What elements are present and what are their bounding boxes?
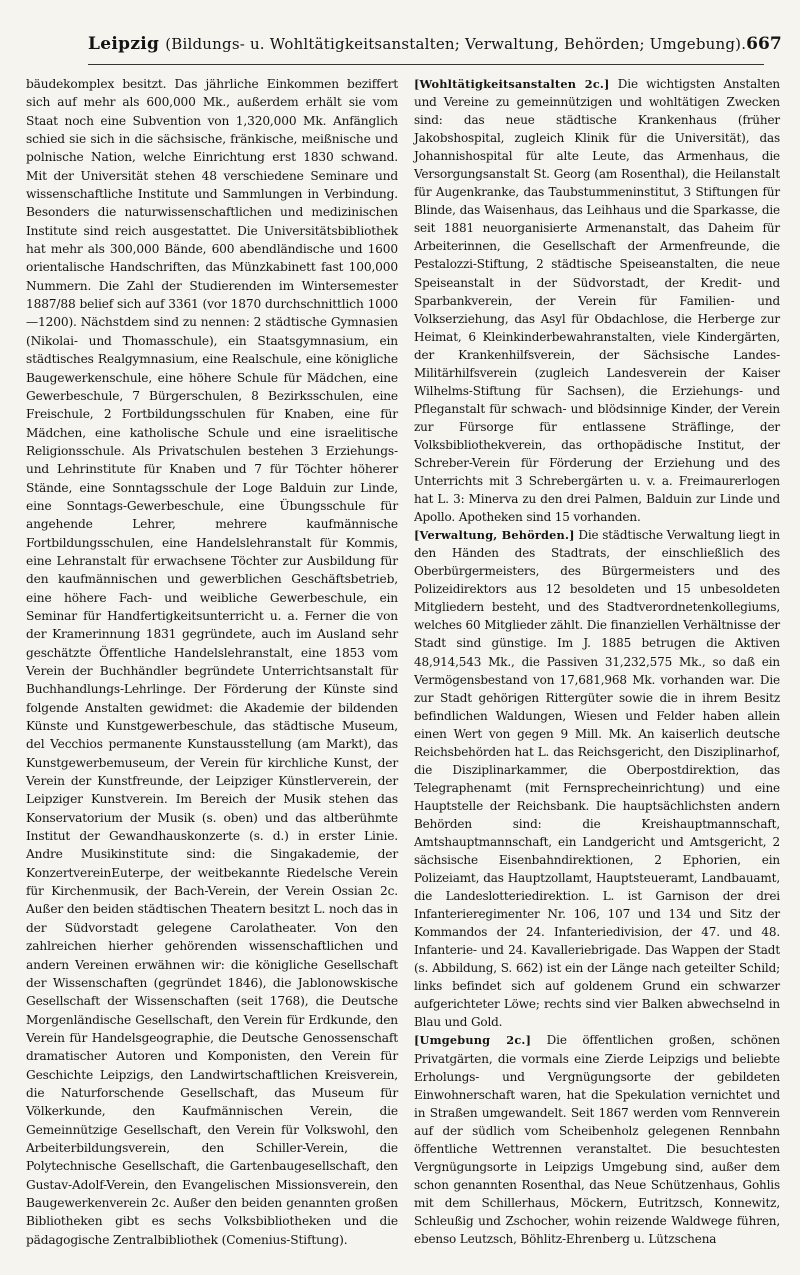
paragraph: bäudekomplex besitzt. Das jährliche Einkommen beziffert sich auf mehr als 600,000 Mk., außerdem erhält sie vom Staat noch eine Subvention von 1,320,000 Mk. Anfänglich schied sie sich in die sächsische, fränkische, meißnische und polnische Nation, welche Einrichtung erst 1830 schwand. Mit der Universität stehen 48 verschiedene Seminare und wissenschaftliche Institute und Sammlungen in Verbindung. Besonders die naturwissenschaftlichen und medizinischen Institute sind reich ausgestattet. Die Universitätsbibliothek hat mehr als 300,000 Bände, 600 abendländische und 1600 orientalische Handschriften, das Münzkabinett fast 100,000 Nummern. Die Zahl der Studierenden im Wintersemester 1887/88 belief sich auf 3361 (vor 1870 durchschnittlich 1000—1200). Nächstdem sind zu nennen: 2 städtische Gymnasien (Nikolai- und Thomasschule), ein Staatsgymnasium, ein städtisches Realgymnasium, eine Realschule, eine königliche Baugewerkenschule, eine höhere Schule für Mädchen, eine Gewerbeschule, 7 Bürgerschulen, 8 Bezirksschulen, eine Freischule, 2 Fortbildungsschulen für Knaben, eine für Mädchen, eine katholische Schule und eine israelitische Religionsschule. Als Privatschulen bestehen 3 Erziehungs- und Lehrinstitute für Knaben und 7 für Töchter höherer Stände, eine Sonntagsschule der Loge Balduin zur Linde, eine Sonntags-Gewerbeschule, eine Übungsschule für angehende Lehrer, mehrere kaufmännische Fortbildungsschulen, eine Handelslehranstalt für Kommis, eine Lehranstalt für erwachsene Töchter zur Ausbildung für den kaufmännischen und gewerblichen Geschäftsbetrieb, eine höhere Fach- und weibliche Gewerbeschule, ein Seminar für Handfertigkeitsunterricht u. a. Ferner die von der Kramerinnung 1831 gegründete, auch im Ausland sehr geschätzte Öffentliche Handelslehranstalt, eine 1853 vom Verein der Buchhändler begründete Unterrichtsanstalt für Buchhandlungs-Lehrlinge. Der Förderung der Künste sind folgende Anstalten gewidmet: die Akademie der bildenden Künste und Kunstgewerbeschule, das städtische Museum, del Vecchios permanente Kunstausstellung (am Markt), das Kunstgewerbemuseum, der Verein für kirchliche Kunst, der Verein der Kunstfreunde, der Leipziger Künstlerverein, der Leipziger Kunstverein. Im Bereich der Musik stehen das Konservatorium der Musik (s. oben) und das altberühmte Institut der Gewandhauskonzerte (s. d.) in erster Linie. Andre Musikinstitute sind: die Singakademie, der KonzertvereinEuterpe, der weitbekannte Riedelsche Verein für Kirchenmusik, der Bach-Verein, der Verein Ossian 2c. Außer den beiden städtischen Theatern besitzt L. noch das in der Südvorstadt gelegene Carolatheater. Von den zahlreichen hierher gehörenden wissenschaftlichen und andern Vereinen erwähnen wir: die königliche Gesellschaft der Wissenschaften (gegründet 1846), die Jablonowskische Gesellschaft der Wissenschaften (seit 1768), die Deutsche Morgenländische Gesellschaft, den Verein für Erdkunde, den Verein für Handelsgeographie, die Deutsche Genossenschaft dramatischer Autoren und Komponisten, den Verein für Geschichte Leipzigs, den Landwirtschaftlichen Kreisverein, die Naturforschende Gesellschaft, das Museum für Völkerkunde, den Kaufmännischen Verein, die Gemeinnützige Gesellschaft, den Verein für Volkswohl, den Arbeiterbildungsverein, den Schiller-Verein, die Polytechnische Gesellschaft, die Gartenbaugesellschaft, den Gustav-Adolf-Verein, den Evangelischen Missionsverein, den Baugewerkenverein 2c. Außer den beiden genannten großen Bibliotheken gibt es sechs Volksbibliotheken und die pädagogische Zentralbibliothek (Comenius-Stiftung). (26, 77, 398, 1247)
paragraph-wohltaetigkeit (414, 75, 780, 526)
running-header (88, 34, 782, 65)
right-column (414, 75, 780, 1261)
page-subtitle: (Bildungs- u. Wohltätigkeitsanstalten; Verwaltung, Behörden; Umgebung). (165, 35, 747, 53)
paragraph-umgebung (414, 1031, 780, 1248)
page-title: Leipzig (88, 34, 160, 54)
section-tag: [Umgebung 2c.] (414, 1033, 532, 1048)
section-tag: [Verwaltung, Behörden.] (414, 528, 575, 543)
paragraph-verwaltung (414, 526, 780, 1031)
left-column (26, 75, 398, 1261)
page-number: 667 (746, 34, 782, 54)
section-tag: [Wohltätigkeitsanstalten 2c.] (414, 77, 610, 91)
paragraph-text: Die öffentlichen großen, schönen Privatgärten, die vormals eine Zierde Leipzigs und beliebte Erholungs- und Vergnügungsorte der gebildeten Einwohnerschaft waren, hat die Spekulation vernichtet und in Straßen umgewandelt. Seit 1867 werden vom Rennverein auf der südlich vom Scheibenholz gelegenen Rennbahn öffentliche Wettrennen veranstaltet. Die besuchtesten Vergnügungsorte in Leipzigs Umgebung sind, außer dem schon genannten Rosenthal, das Neue Schützenhaus, Gohlis mit dem Schillerhaus, Möckern, Eutritzsch, Konnewitz, Schleußig und Zschocher, wohin reizende Waldwege führen, ebenso Leutzsch, Böhlitz-Ehrenberg u. Lützschena (414, 1033, 780, 1246)
paragraph-text: Die städtische Verwaltung liegt in den Händen des Stadtrats, der einschließlich des Oberbürgermeisters, des Bürgermeisters und des Polizeidirektors aus 12 besoldeten und 15 unbesoldeten Mitgliedern besteht, und des Stadtverordnetenkollegiums, welches 60 Mitglieder zählt. Die finanziellen Verhältnisse der Stadt sind günstige. Im J. 1885 betrugen die Aktiven 48,914,543 Mk., die Passiven 31,232,575 Mk., so daß ein Vermögensbestand von 17,681,968 Mk. vorhanden war. Die zur Stadt gehörigen Rittergüter sowie die in ihrem Besitz befindlichen Waldungen, Wiesen und Felder haben allein einen Wert von gegen 9 Mill. Mk. An kaiserlich deutsche Reichsbehörden hat L. das Reichsgericht, den Disziplinarhof, die Disziplinarkammer, die Oberpostdirektion, das Telegraphenamt (mit Fernsprecheinrichtung) und eine Hauptstelle der Reichsbank. Die hauptsächlichsten andern Behörden sind: die Kreishauptmannschaft, Amtshauptmannschaft, ein Landgericht und Amtsgericht, 2 sächsische Eisenbahndirektionen, 2 Ephorien, ein Polizeiamt, das Hauptzollamt, Hauptsteueramt, Landbauamt, die Landeslotteriedirektion. L. ist Garnison der drei Infanterieregimenter Nr. 106, 107 und 134 und Sitz der Kommandos der 24. Infanteriedivision, der 47. und 48. Infanterie- und 24. Kavalleriebrigade. Das Wappen der Stadt (s. Abbildung, S. 662) ist ein der Länge nach geteilter Schild; links befindet sich auf goldenem Grund ein schwarzer aufgerichteter Löwe; rechts sind vier Balken abwechselnd in Blau und Gold. (414, 528, 780, 1030)
paragraph-text: Die wichtigsten Anstalten und Vereine zu gemeinnützigen und wohltätigen Zwecken sind: das neue städtische Krankenhaus (früher Jakobshospital, zugleich Klinik für die Universität), das Johannishospital für alte Leute, das Armenhaus, die Versorgungsanstalt St. Georg (am Rosenthal), die Heilanstalt für Augenkranke, das Taubstummeninstitut, 3 Stiftungen für Blinde, das Waisenhaus, das Leihhaus und die Sparkasse, die seit 1881 neuorganisierte Armenanstalt, das Daheim für Arbeiterinnen, die Gesellschaft der Armenfreunde, die Pestalozzi-Stiftung, 2 städtische Speiseanstalten, die neue Speiseanstalt in der Südvorstadt, der Kredit- und Sparbankverein, der Verein für Familien- und Volkserziehung, das Asyl für Obdachlose, die Herberge zur Heimat, 6 Kleinkinderbewahranstalten, viele Kindergärten, der Krankenhilfsverein, der Sächsische Landes-Militärhilfsverein (zugleich Landesverein der Kaiser Wilhelms-Stiftung für Sachsen), die Erziehungs- und Pfleganstalt für schwach- und blödsinnige Kinder, der Verein zur Fürsorge für entlassene Sträflinge, der Volksbibliothekverein, das orthopädische Institut, der Schreber-Verein für Förderung der Erziehung und des Unterrichts mit 3 Schrebergärten u. v. a. Freimaurerlogen hat L. 3: Minerva zu den drei Palmen, Balduin zur Linde und Apollo. Apotheken sind 15 vorhanden. (414, 77, 780, 525)
